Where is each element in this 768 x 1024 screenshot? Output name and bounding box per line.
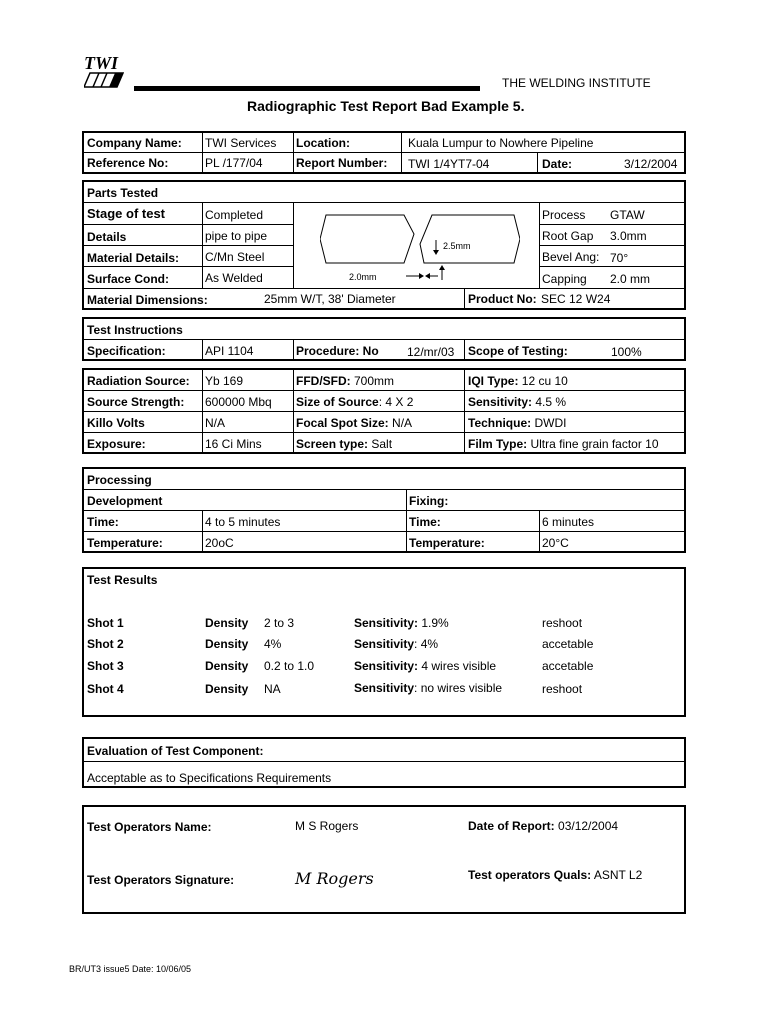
capping-value: 2.0 mm bbox=[610, 272, 651, 286]
shot-1-density: 2 to 3 bbox=[264, 616, 295, 630]
shot-4-sensitivity bbox=[354, 681, 502, 695]
processing-section bbox=[82, 467, 686, 553]
sensitivity-label: Sensitivity: bbox=[468, 395, 533, 409]
report-number-label: Report Number: bbox=[296, 156, 388, 170]
report-number-value: TWI 1/4YT7-04 bbox=[408, 157, 490, 171]
procedure-value: 12/mr/03 bbox=[407, 345, 455, 359]
ffd-label: FFD/SFD: bbox=[296, 374, 351, 388]
specification-value: API 1104 bbox=[205, 344, 254, 358]
technique-value: DWDI bbox=[534, 416, 567, 430]
reference-value: PL /177/04 bbox=[205, 156, 263, 170]
evaluation-heading: Evaluation of Test Component: bbox=[87, 744, 264, 758]
ffd-value: 700mm bbox=[354, 374, 395, 388]
quals-field bbox=[468, 868, 642, 882]
shot-2-label: Shot 2 bbox=[87, 637, 124, 651]
fixing-label: Fixing: bbox=[409, 494, 449, 508]
shot-4-sensitivity-value: : no wires visible bbox=[414, 681, 503, 695]
report-date-label: Date of Report: bbox=[468, 819, 555, 833]
date-label: Date: bbox=[542, 157, 573, 171]
location-value: Kuala Lumpur to Nowhere Pipeline bbox=[408, 136, 594, 150]
operator-signature: M Rogers bbox=[295, 869, 374, 888]
dimensions-value: 25mm W/T, 38' Diameter bbox=[264, 292, 396, 306]
twi-logo bbox=[84, 54, 124, 88]
evaluation-value: Acceptable as to Specifications Requirements bbox=[87, 771, 332, 785]
details-value: pipe to pipe bbox=[205, 229, 268, 243]
quals-value: ASNT L2 bbox=[593, 868, 643, 882]
strength-value: 600000 Mbq bbox=[205, 395, 272, 409]
source-label: Radiation Source: bbox=[87, 374, 190, 388]
stage-label: Stage of test bbox=[87, 206, 166, 221]
material-label: Material Details: bbox=[87, 251, 180, 265]
technique-field bbox=[468, 416, 566, 430]
shot-1-density-label: Density bbox=[205, 616, 249, 630]
focal-value: N/A bbox=[392, 416, 413, 430]
material-value: C/Mn Steel bbox=[205, 250, 265, 264]
kilovolts-value: N/A bbox=[205, 416, 226, 430]
shot-2-result: accetable bbox=[542, 637, 594, 651]
capping-label: Capping bbox=[542, 272, 587, 286]
shot-2-density: 4% bbox=[264, 637, 282, 651]
shot-4-density-label: Density bbox=[205, 682, 249, 696]
size-label: Size of Source bbox=[296, 395, 379, 409]
scope-label: Scope of Testing: bbox=[468, 344, 568, 358]
processing-heading: Processing bbox=[87, 473, 152, 487]
shot-4-sensitivity-label: Sensitivity bbox=[354, 681, 415, 695]
date-value: 3/12/2004 bbox=[624, 157, 678, 171]
process-value: GTAW bbox=[610, 208, 645, 222]
document-reference: BR/UT3 issue5 Date: 10/06/05 bbox=[69, 964, 192, 974]
company-section bbox=[82, 131, 686, 174]
surface-value: As Welded bbox=[205, 271, 263, 285]
shot-2-sensitivity bbox=[354, 637, 438, 651]
root-gap-value: 3.0mm bbox=[610, 229, 647, 243]
radiation-section bbox=[82, 368, 686, 454]
dev-temp-label: Temperature: bbox=[87, 536, 163, 550]
exposure-value: 16 Ci Mins bbox=[205, 437, 262, 451]
shot-2-density-label: Density bbox=[205, 637, 249, 651]
logo-text: TWI bbox=[84, 53, 119, 73]
report-date-field bbox=[468, 819, 618, 833]
fix-time-value: 6 minutes bbox=[542, 515, 595, 529]
evaluation-section bbox=[82, 737, 686, 788]
iqi-field bbox=[468, 374, 568, 388]
scope-value: 100% bbox=[611, 345, 642, 359]
company-label: Company Name: bbox=[87, 136, 182, 150]
ffd-field bbox=[296, 374, 394, 388]
focal-label: Focal Spot Size: bbox=[296, 416, 389, 430]
shot-1-label: Shot 1 bbox=[87, 616, 124, 630]
report-date-value: 03/12/2004 bbox=[558, 819, 619, 833]
focal-spot-field bbox=[296, 416, 412, 430]
shot-3-result: accetable bbox=[542, 659, 594, 673]
exposure-label: Exposure: bbox=[87, 437, 146, 451]
shot-3-density-label: Density bbox=[205, 659, 249, 673]
shot-1-sensitivity bbox=[354, 616, 449, 630]
operator-name-value: M S Rogers bbox=[295, 819, 359, 833]
instructions-heading: Test Instructions bbox=[87, 323, 183, 337]
company-value: TWI Services bbox=[205, 136, 277, 150]
root-gap-label: Root Gap bbox=[542, 229, 594, 243]
dev-temp-value: 20oC bbox=[205, 536, 234, 550]
details-label: Details bbox=[87, 230, 127, 244]
surface-label: Surface Cond: bbox=[87, 272, 170, 286]
shot-3-sensitivity bbox=[354, 659, 496, 673]
sensitivity-field bbox=[468, 395, 566, 409]
shot-3-sensitivity-value: 4 wires visible bbox=[421, 659, 497, 673]
sensitivity-value: 4.5 % bbox=[535, 395, 567, 409]
shot-1-result: reshoot bbox=[542, 616, 583, 630]
diagram-dimension-2-5mm: 2.5mm bbox=[443, 241, 471, 251]
source-size-field bbox=[296, 395, 413, 409]
shot-1-sensitivity-label: Sensitivity: bbox=[354, 616, 419, 630]
film-type-field bbox=[468, 437, 659, 451]
fix-temp-value: 20°C bbox=[542, 536, 569, 550]
fix-time-label: Time: bbox=[409, 515, 441, 529]
location-label: Location: bbox=[296, 136, 350, 150]
shot-3-label: Shot 3 bbox=[87, 659, 124, 673]
kilovolts-label: Killo Volts bbox=[87, 416, 145, 430]
shot-3-density: 0.2 to 1.0 bbox=[264, 659, 315, 673]
specification-label: Specification: bbox=[87, 344, 166, 358]
shot-4-label: Shot 4 bbox=[87, 682, 124, 696]
signature-label: Test Operators Signature: bbox=[87, 873, 235, 887]
bevel-label: Bevel Ang: bbox=[542, 250, 600, 264]
left-plate bbox=[320, 215, 414, 263]
logo-stripes-icon bbox=[84, 72, 124, 88]
strength-label: Source Strength: bbox=[87, 395, 185, 409]
technique-label: Technique: bbox=[468, 416, 532, 430]
screen-label: Screen type: bbox=[296, 437, 369, 451]
fix-temp-label: Temperature: bbox=[409, 536, 485, 550]
process-label: Process bbox=[542, 208, 586, 222]
operator-name-label: Test Operators Name: bbox=[87, 820, 212, 834]
shot-2-sensitivity-value: : 4% bbox=[414, 637, 439, 651]
results-heading: Test Results bbox=[87, 573, 158, 587]
shot-2-sensitivity-label: Sensitivity bbox=[354, 637, 415, 651]
shot-4-density: NA bbox=[264, 682, 281, 696]
dimensions-label: Material Dimensions: bbox=[87, 293, 208, 307]
shot-1-sensitivity-value: 1.9% bbox=[421, 616, 449, 630]
iqi-label: IQI Type: bbox=[468, 374, 519, 388]
shot-4-result: reshoot bbox=[542, 682, 583, 696]
development-label: Development bbox=[87, 494, 163, 508]
bevel-value: 70° bbox=[610, 251, 629, 265]
test-instructions-section bbox=[82, 317, 686, 361]
dev-time-value: 4 to 5 minutes bbox=[205, 515, 281, 529]
parts-tested-section bbox=[82, 180, 686, 310]
size-value: : 4 X 2 bbox=[378, 395, 414, 409]
film-value: Ultra fine grain factor 10 bbox=[530, 437, 659, 451]
dev-time-label: Time: bbox=[87, 515, 119, 529]
diagram-dimension-2-0mm: 2.0mm bbox=[349, 272, 377, 282]
screen-type-field bbox=[296, 437, 392, 451]
iqi-value: 12 cu 10 bbox=[521, 374, 568, 388]
stage-value: Completed bbox=[205, 208, 264, 222]
institute-name: THE WELDING INSTITUTE bbox=[502, 76, 651, 90]
operators-section bbox=[82, 805, 686, 914]
page-title: Radiographic Test Report Bad Example 5. bbox=[247, 98, 525, 114]
product-value: SEC 12 W24 bbox=[541, 292, 611, 306]
shot-3-sensitivity-label: Sensitivity: bbox=[354, 659, 419, 673]
film-label: Film Type: bbox=[468, 437, 528, 451]
test-results-section bbox=[82, 567, 686, 717]
header-rule bbox=[134, 86, 480, 91]
source-value: Yb 169 bbox=[205, 374, 244, 388]
parts-heading: Parts Tested bbox=[87, 186, 159, 200]
screen-value: Salt bbox=[371, 437, 393, 451]
quals-label: Test operators Quals: bbox=[468, 868, 592, 882]
procedure-label: Procedure: No bbox=[296, 344, 379, 358]
product-label: Product No: bbox=[468, 292, 537, 306]
reference-label: Reference No: bbox=[87, 156, 169, 170]
